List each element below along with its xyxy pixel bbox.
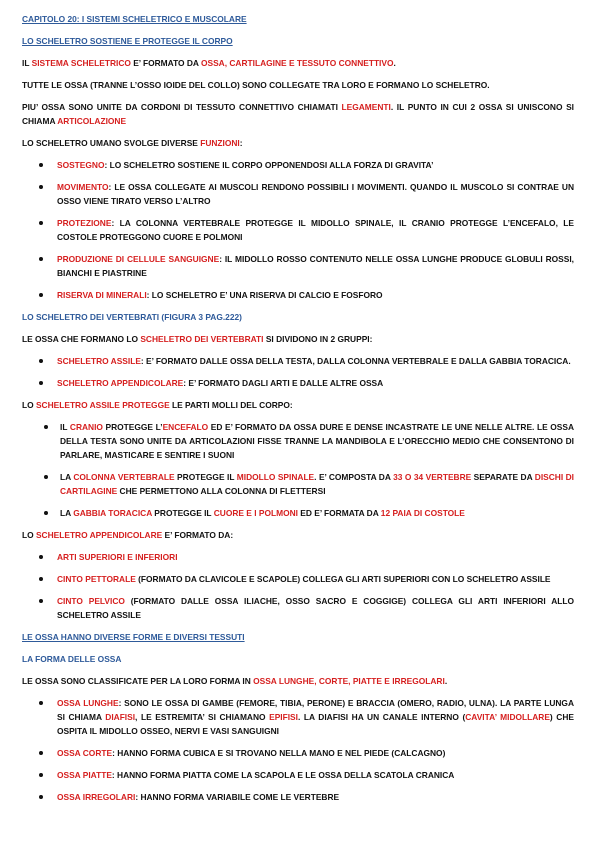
highlight-term: OSSA IRREGOLARI — [57, 792, 136, 802]
highlight-term: OSSA PIATTE — [57, 770, 112, 780]
highlight-term: SCHELETRO DEI VERTEBRATI — [140, 334, 264, 344]
bullet-icon — [39, 701, 43, 705]
bullet-icon — [44, 511, 48, 515]
highlight-term: SISTEMA SCHELETRICO — [31, 58, 131, 68]
highlight-term: DIAFISI — [105, 712, 136, 722]
highlight-term: SCHELETRO APPENDICOLARE — [35, 530, 163, 540]
highlight-term: COLONNA VERTEBRALE — [73, 472, 175, 482]
highlight-term: ENCEFALO — [162, 422, 209, 432]
text-run: : LA COLONNA VERTEBRALE PROTEGGE IL MIDOLLO SPINALE, IL CRANIO PROTEGGE L’ENCEFALO, LE COSTOLE PROTEGGONO CUORE E POLMONI — [57, 218, 574, 242]
text-run: PROTEGGE L’ — [102, 422, 163, 432]
list-item — [22, 572, 574, 586]
skeleton-groups-list — [22, 354, 574, 390]
list-item — [22, 768, 574, 782]
paragraph-bones-connected: TUTTE LE OSSA (TRANNE L’OSSO IOIDE DEL COLLO) SONO COLLEGATE TRA LORO E FORMANO LO SCHELETRO. — [22, 80, 490, 90]
text-run: : E’ FORMATO DALLE OSSA DELLA TESTA, DALLA COLONNA VERTEBRALE E DALLA GABBIA TORACICA. — [140, 356, 571, 366]
bullet-icon — [39, 555, 43, 559]
bullet-icon — [39, 185, 43, 189]
text-run: ) CHE OSPITA IL MIDOLLO OSSEO, NERVI E VASI SANGUIGNI — [57, 712, 574, 736]
highlight-term: PROTEZIONE — [57, 218, 112, 228]
text-run: , LE ESTREMITA’ SI CHIAMANO — [135, 712, 270, 722]
bullet-icon — [39, 257, 43, 261]
axial-skeleton-list — [22, 420, 574, 520]
text-run: : — [239, 138, 243, 148]
paragraph-appendicular — [22, 528, 574, 542]
highlight-term: MOVIMENTO — [57, 182, 109, 192]
text-run: ED E’ FORMATO DA OSSA DURE E DENSE INCASTRATE LE UNE NELLE ALTRE. LE OSSA DELLA TESTA SONO UNITE DA ARTICOLAZIONI FISSE TRANNE LA MANDIBOLA E L’ORECCHIO MEDIO CHE CONSENTONO DI PARLARE, MASTICARE E SENTIRE I SUONI — [60, 422, 574, 460]
functions-list — [22, 158, 574, 302]
highlight-term: CRANIO — [69, 422, 103, 432]
highlight-term: MIDOLLO SPINALE — [236, 472, 315, 482]
text-run: ED E’ FORMATA DA — [297, 508, 381, 518]
highlight-term: RISERVA DI MINERALI — [57, 290, 147, 300]
chapter-title: CAPITOLO 20: I SISTEMI SCHELETRICO E MUSCOLARE — [22, 14, 247, 24]
list-item — [22, 470, 574, 498]
text-run: PROTEGGE IL — [174, 472, 237, 482]
text-run: : LE OSSA COLLEGATE AI MUSCOLI RENDONO POSSIBILI I MOVIMENTI. QUANDO IL MUSCOLO SI CONTRAE UN OSSO VIENE TIRATO VERSO L’ALTRO — [57, 182, 574, 206]
text-run: : SONO LE OSSA DI GAMBE (FEMORE, TIBIA, PERONE) E BRACCIA (OMERO, RADIO, ULNA). LA PARTE LUNGA SI CHIAMA — [57, 698, 574, 722]
paragraph-functions-intro — [22, 136, 574, 150]
text-run: . — [393, 58, 396, 68]
highlight-term: OSSA, CARTILAGINE E TESSUTO CONNETTIVO — [201, 58, 394, 68]
text-run: LA — [60, 472, 74, 482]
text-run: LE PARTI MOLLI DEL CORPO: — [169, 400, 293, 410]
text-run: SI DIVIDONO IN 2 GRUPPI: — [263, 334, 373, 344]
text-run: PIU’ OSSA SONO UNITE DA CORDONI DI TESSUTO CONNETTIVO CHIAMATI — [22, 102, 342, 112]
highlight-term: FUNZIONI — [200, 138, 240, 148]
paragraph-two-groups — [22, 332, 574, 346]
bullet-icon — [39, 221, 43, 225]
section-heading-skeleton-support: LO SCHELETRO SOSTIENE E PROTEGGE IL CORPO — [22, 36, 233, 46]
list-item — [22, 420, 574, 462]
list-item — [22, 216, 574, 244]
highlight-term: LEGAMENTI — [341, 102, 391, 112]
list-item — [22, 288, 574, 302]
text-run: SEPARATE DA — [471, 472, 535, 482]
text-run: . LA DIAFISI HA UN CANALE INTERNO ( — [297, 712, 466, 722]
text-run: LO SCHELETRO UMANO SVOLGE DIVERSE — [22, 138, 201, 148]
highlight-term: SCHELETRO ASSILE PROTEGGE — [35, 400, 170, 410]
bullet-icon — [39, 359, 43, 363]
text-run: : LO SCHELETRO SOSTIENE IL CORPO OPPONENDOSI ALLA FORZA DI GRAVITA’ — [104, 160, 434, 170]
text-run: IL — [22, 58, 32, 68]
highlight-term: 33 O 34 VERTEBRE — [393, 472, 472, 482]
appendicular-list — [22, 550, 574, 622]
list-item — [22, 594, 574, 622]
highlight-term: ARTICOLAZIONE — [57, 116, 127, 126]
highlight-term: GABBIA TORACICA — [73, 508, 152, 518]
list-item — [22, 252, 574, 280]
text-run: . — [444, 676, 448, 686]
bullet-icon — [39, 381, 43, 385]
text-run: (FORMATO DA CLAVICOLE E SCAPOLE) COLLEGA GLI ARTI SUPERIORI CON LO SCHELETRO ASSILE — [135, 574, 551, 584]
text-run: LE OSSA SONO CLASSIFICATE PER LA LORO FORMA IN — [22, 676, 254, 686]
highlight-term: 12 PAIA DI COSTOLE — [380, 508, 465, 518]
text-run: E’ FORMATO DA: — [162, 530, 234, 540]
bullet-icon — [39, 773, 43, 777]
section-heading-vertebrate-skeleton: LO SCHELETRO DEI VERTEBRATI (FIGURA 3 PAG.222) — [22, 312, 242, 322]
bullet-icon — [39, 599, 43, 603]
highlight-term: PRODUZIONE DI CELLULE SANGUIGNE — [57, 254, 220, 264]
paragraph-skeletal-system — [22, 56, 574, 70]
text-run: PROTEGGE IL — [151, 508, 214, 518]
text-run: : E’ FORMATO DAGLI ARTI E DALLE ALTRE OSSA — [183, 378, 384, 388]
section-heading-bone-forms: LE OSSA HANNO DIVERSE FORME E DIVERSI TESSUTI — [22, 632, 245, 642]
highlight-term: ARTI SUPERIORI E INFERIORI — [57, 552, 178, 562]
list-item — [22, 506, 574, 520]
bone-shapes-list — [22, 696, 574, 804]
highlight-term: SOSTEGNO — [57, 160, 105, 170]
list-item — [22, 354, 574, 368]
highlight-term: CINTO PETTORALE — [57, 574, 136, 584]
list-item — [22, 550, 574, 564]
text-run: IL — [60, 422, 70, 432]
highlight-term: OSSA LUNGHE, CORTE, PIATTE E IRREGOLARI — [253, 676, 445, 686]
highlight-term: CUORE E I POLMONI — [213, 508, 298, 518]
text-run: : HANNO FORMA VARIABILE COME LE VERTEBRE — [135, 792, 340, 802]
bullet-icon — [39, 577, 43, 581]
text-run: : HANNO FORMA PIATTA COME LA SCAPOLA E LE OSSA DELLA SCATOLA CRANICA — [111, 770, 455, 780]
text-run: : IL MIDOLLO ROSSO CONTENUTO NELLE OSSA LUNGHE PRODUCE GLOBULI ROSSI, BIANCHI E PIASTRINE — [57, 254, 574, 278]
bullet-icon — [39, 293, 43, 297]
list-item — [22, 180, 574, 208]
bullet-icon — [39, 163, 43, 167]
list-item — [22, 158, 574, 172]
text-run: : LO SCHELETRO E’ UNA RISERVA DI CALCIO E FOSFORO — [146, 290, 383, 300]
text-run: LE OSSA CHE FORMANO LO — [22, 334, 141, 344]
highlight-term: CAVITA’ MIDOLLARE — [465, 712, 550, 722]
highlight-term: EPIFISI — [269, 712, 298, 722]
list-item — [22, 376, 574, 390]
text-run: LO — [22, 530, 36, 540]
list-item — [22, 746, 574, 760]
list-item — [22, 790, 574, 804]
subheading-bone-shape: LA FORMA DELLE OSSA — [22, 654, 122, 664]
bullet-icon — [39, 795, 43, 799]
text-run: CHE PERMETTONO ALLA COLONNA DI FLETTERSI — [117, 486, 326, 496]
text-run: LA — [60, 508, 74, 518]
text-run: . E’ COMPOSTA DA — [314, 472, 394, 482]
highlight-term: OSSA CORTE — [57, 748, 113, 758]
paragraph-axial-protects — [22, 398, 574, 412]
highlight-term: SCHELETRO APPENDICOLARE — [57, 378, 184, 388]
paragraph-ligaments — [22, 100, 574, 128]
bullet-icon — [44, 425, 48, 429]
text-run: LO — [22, 400, 36, 410]
highlight-term: OSSA LUNGHE — [57, 698, 119, 708]
bullet-icon — [39, 751, 43, 755]
bullet-icon — [44, 475, 48, 479]
text-run: (FORMATO DALLE OSSA ILIACHE, OSSO SACRO E COGGIGE) COLLEGA GLI ARTI INFERIORI ALLO SCHELETRO ASSILE — [57, 596, 574, 620]
text-run: E’ FORMATO DA — [130, 58, 201, 68]
highlight-term: DISCHI DI CARTILAGINE — [60, 472, 575, 496]
list-item — [22, 696, 574, 738]
paragraph-bone-classification — [22, 674, 574, 688]
highlight-term: CINTO PELVICO — [57, 596, 125, 606]
text-run: . IL PUNTO IN CUI 2 OSSA SI UNISCONO SI CHIAMA — [22, 102, 574, 126]
highlight-term: SCHELETRO ASSILE — [57, 356, 141, 366]
text-run: : HANNO FORMA CUBICA E SI TROVANO NELLA MANO E NEL PIEDE (CALCAGNO) — [112, 748, 446, 758]
